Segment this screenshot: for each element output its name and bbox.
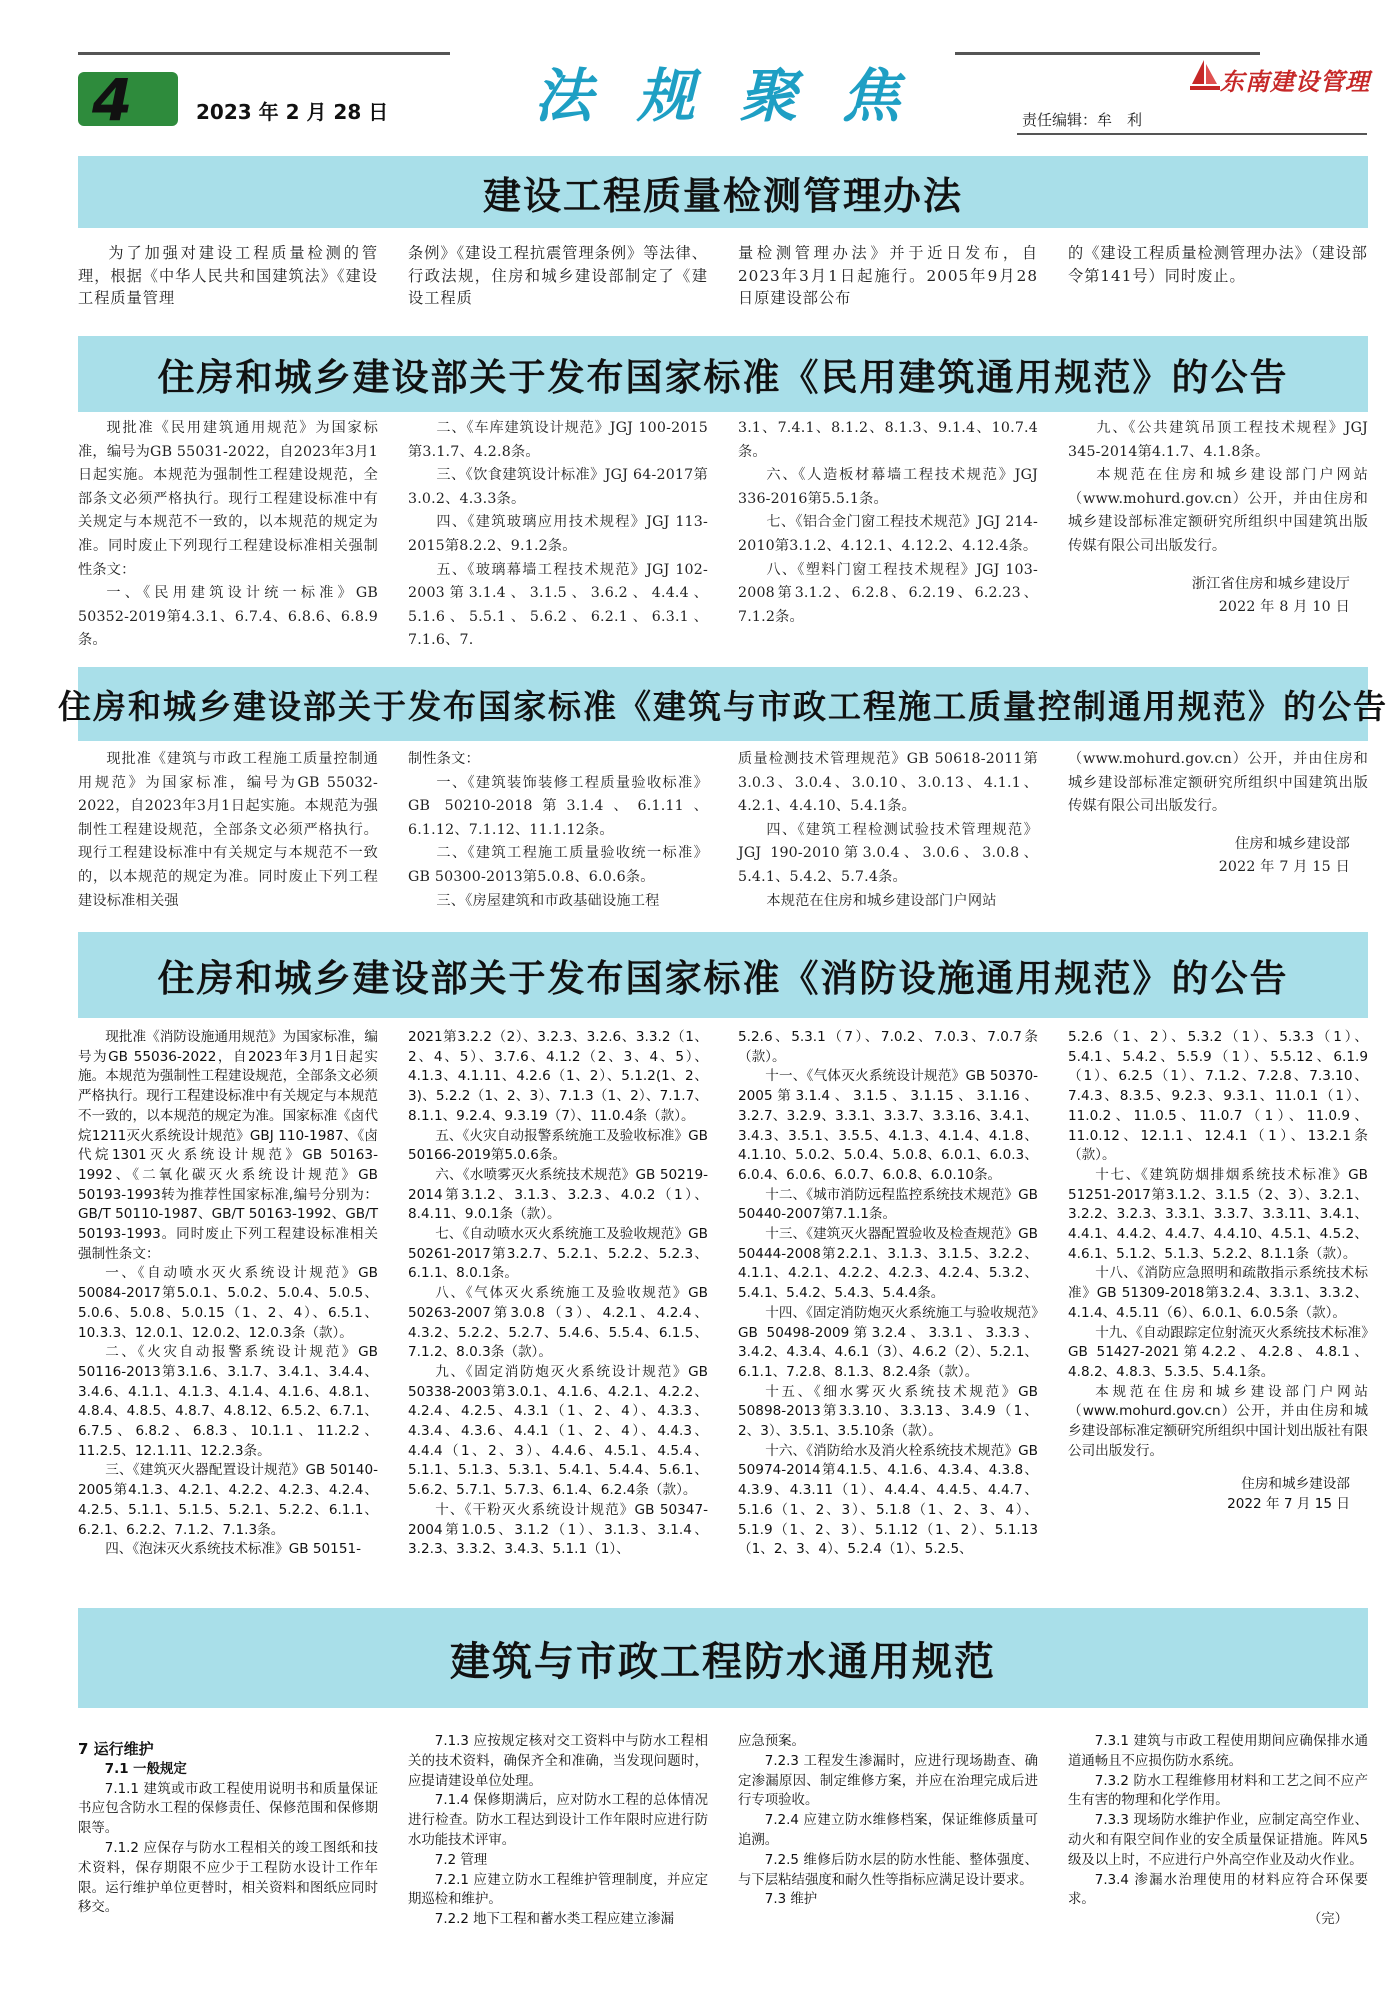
paragraph: 二、《车库建筑设计规范》JGJ 100-2015第3.1.7、4.2.8条。 [408, 420, 708, 460]
paragraph: 十二、《城市消防远程监控系统技术规范》GB 50440-2007第7.1.1条。 [738, 1186, 1038, 1223]
paragraph: 四、《建筑玻璃应用技术规程》JGJ 113-2015第8.2.2、9.1.2条。 [408, 514, 708, 554]
article-body [78, 242, 1368, 310]
article-column [1068, 1028, 1368, 1560]
page-header [0, 0, 1400, 145]
paragraph: 质量检测技术管理规范》GB 50618-2011第3.0.3、3.0.4、3.0.10、3.0.13、4.1.1、4.2.1、4.4.10、5.4.1条。 [738, 751, 1038, 815]
paragraph: 二、《火灾自动报警系统设计规范》GB 50116-2013第3.1.6、3.1.7、3.4.1、3.4.4、3.4.6、4.1.1、4.1.3、4.1.4、4.1.6、4.8.1、4.8.4、4.8.5、4.8.7、4.8.12、6.5.2、6.7.1、6.7.5、6.8.2、6.8.3、10.1.1、11.2.2、11.2.5、12.1.11、12.2.3条。 [78, 1344, 378, 1459]
section-heading: 7.2 管理 [434, 1852, 488, 1868]
paragraph: 5.2.6（1、2）、5.3.2（1）、5.3.3（1）、5.4.1、5.4.2、5.5.9（1）、5.5.12、6.1.9（1）、6.2.5（1）、7.1.2、7.2.8、7.3.10、7.4.3、8.3.5、9.2.3、9.3.1、11.0.1（1）、11.0.2、11.0.5、11.0.7（1）、11.0.9、11.0.12、12.1.1、12.4.1（1）、13.2.1条（款）。 [1068, 1029, 1368, 1164]
paragraph: 7.2.4 应建立防水维修档案，保证维修质量可追溯。 [738, 1813, 1038, 1848]
header-rule-bottom [1017, 133, 1367, 135]
article-column [408, 1732, 708, 1930]
logo-text: 东南建设管理 [1220, 67, 1370, 96]
article-column [1068, 1732, 1368, 1930]
paragraph: 八、《气体灭火系统施工及验收规范》GB 50263-2007第3.0.8（3）、4.2.1、4.2.4、4.3.2、5.2.2、5.2.7、5.4.6、5.5.4、6.1.5、7.1.2、8.0.3条（款）。 [408, 1285, 708, 1361]
article-column [408, 242, 708, 310]
signature-org: 住房和城乡建设部 [1241, 1476, 1350, 1493]
paragraph: 九、《公共建筑吊顶工程技术规程》JGJ 345-2014第4.1.7、4.1.8条。 [1068, 420, 1368, 460]
paragraph: 7.3.2 防水工程维修用材料和工艺之间不应产生有害的物理和化学作用。 [1068, 1773, 1368, 1809]
paragraph: 十六、《消防给水及消火栓系统技术规范》GB 50974-2014第4.1.5、4.1.6、4.3.4、4.3.8、4.3.9、4.3.11（1）、4.4.4、4.4.5、4.4.7、5.1.6（1、2、3）、5.1.8（1、2、3、4）、5.1.9（1、2、3）、5.1.12（1、2）、5.1.13（1、2、3、4）、5.2.4（1）、5.2.5、 [738, 1442, 1038, 1558]
paragraph: 条例》《建设工程抗震管理条例》等法律、行政法规，住房和城乡建设部制定了《建设工程质 [408, 244, 708, 308]
paragraph: 三、《房屋建筑和市政基础设施工程 [436, 892, 660, 909]
newspaper-logo [1190, 58, 1370, 98]
article-title: 建筑与市政工程防水通用规范 [450, 1637, 996, 1685]
paragraph: 一、《自动喷水灭火系统设计规范》GB 50084-2017第5.0.1、5.0.2、5.0.4、5.0.5、5.0.6、5.0.8、5.0.15（1、2、4）、6.5.1、10.3.3、12.0.1、12.0.2、12.0.3条（款）。 [78, 1265, 378, 1341]
paragraph: 十八、《消防应急照明和疏散指示系统技术标准》GB 51309-2018第3.2.4、3.3.1、3.3.2、4.1.4、4.5.11（6）、6.0.1、6.0.5条（款）。 [1068, 1265, 1368, 1321]
article-column [738, 417, 1038, 653]
sail-logo-icon [1190, 58, 1220, 92]
article-column [1068, 242, 1368, 310]
paragraph: 三、《饮食建筑设计标准》JGJ 64-2017第3.0.2、4.3.3条。 [408, 467, 708, 507]
paragraph: 7.2.2 地下工程和蓄水类工程应建立渗漏 [434, 1912, 674, 1928]
paragraph: 三、《建筑灭火器配置设计规范》GB 50140-2005第4.1.3、4.2.1、4.2.2、4.2.3、4.2.4、4.2.5、5.1.1、5.1.5、5.2.1、5.2.2、6.1.1、6.2.1、6.2.2、7.1.2、7.1.3条。 [78, 1462, 378, 1538]
article-title: 住房和城乡建设部关于发布国家标准《建筑与市政工程施工质量控制通用规范》的公告 [58, 686, 1388, 726]
signature-date: 2022 年 7 月 15 日 [1227, 1496, 1350, 1513]
article-column [78, 242, 378, 310]
paragraph: 本规范在住房和城乡建设部门户网站（www.mohurd.gov.cn）公开，并由住房和城乡建设部标准定额研究所组织中国建筑出版传媒有限公司出版发行。 [1068, 467, 1368, 554]
signature-date: 2022 年 7 月 15 日 [1218, 859, 1350, 876]
section-heading: 7.1 一般规定 [104, 1761, 187, 1777]
paragraph: 本规范在住房和城乡建设部门户网站（www.mohurd.gov.cn）公开，并由住房和城乡建设部标准定额研究所组织中国计划出版社有限公司出版发行。 [1068, 1383, 1368, 1459]
paragraph: 应急预案。 [738, 1734, 805, 1749]
paragraph: 十一、《气体灭火系统设计规范》GB 50370-2005第3.1.4、3.1.5、3.1.15、3.1.16、3.2.7、3.2.9、3.3.1、3.3.7、3.3.16、3.4.1、3.4.3、3.5.1、3.5.5、4.1.3、4.1.4、4.1.8、4.1.10、5.0.2、5.0.4、5.0.8、6.0.1、6.0.3、6.0.4、6.0.6、6.0.7、6.0.8、6.0.10条。 [738, 1068, 1038, 1183]
paragraph: 7.2.3 工程发生渗漏时，应进行现场勘查、确定渗漏原因、制定维修方案，并应在治理完成后进行专项验收。 [738, 1753, 1038, 1809]
paragraph: 五、《火灾自动报警系统施工及验收标准》GB 50166-2019第5.0.6条。 [408, 1127, 708, 1164]
paragraph: 7.3.4 渗漏水治理使用的材料应符合环保要求。 [1068, 1872, 1368, 1908]
paragraph: 四、《泡沫灭火系统技术标准》GB 50151- [105, 1541, 362, 1558]
paragraph: 十七、《建筑防烟排烟系统技术标准》GB 51251-2017第3.1.2、3.1.5（2、3）、3.2.1、3.2.2、3.2.3、3.3.1、3.3.7、3.3.11、3.4.1、4.4.1、4.4.2、4.4.7、4.4.10、4.5.1、4.5.2、4.6.1、5.1.2、5.1.3、5.2.2、8.1.1条（款）。 [1068, 1166, 1368, 1262]
paragraph: 二、《建筑工程施工质量验收统一标准》GB 50300-2013第5.0.8、6.0.6条。 [408, 845, 708, 885]
article-column [738, 748, 1038, 913]
paragraph: 现批准《民用建筑通用规范》为国家标准，编号为GB 55031-2022，自2023年3月1日起实施。本规范为强制性工程建设规范，全部条文必须严格执行。现行工程建设标准中有关规定与本规范不一致的，以本规范的规定为准。同时废止下列现行工程建设标准相关强制性条文： [78, 420, 378, 578]
responsible-editor: 责任编辑：牟 利 [1022, 111, 1143, 129]
paragraph: 7.2.5 维修后防水层的防水性能、整体强度、与下层粘结强度和耐久性等指标应满足设计要求。 [738, 1852, 1038, 1888]
paragraph: 7.1.2 应保存与防水工程相关的竣工图纸和技术资料，保存期限不应少于工程防水设计工作年限。运行维护单位更替时，相关资料和图纸应同时移交。 [78, 1840, 378, 1916]
paragraph: 7.3.1 建筑与市政工程使用期间应确保排水通道通畅且不应损伤防水系统。 [1068, 1734, 1368, 1769]
paragraph: 一、《民用建筑设计统一标准》GB 50352-2019第4.3.1、6.7.4、6.8.6、6.8.9条。 [78, 585, 378, 649]
paragraph: 7.2.1 应建立防水工程维护管理制度，并应定期巡检和维护。 [408, 1872, 708, 1908]
column-title-char: 规 [636, 62, 695, 130]
article-title: 住房和城乡建设部关于发布国家标准《民用建筑通用规范》的公告 [157, 355, 1289, 399]
issue-date: 2023 年 2 月 28 日 [196, 100, 389, 124]
paragraph: 一、《建筑装饰装修工程质量验收标准》GB 50210-2018第3.1.4、6.1.11、6.1.12、7.1.12、11.1.12条。 [408, 774, 708, 838]
article-column [78, 1028, 378, 1560]
header-rule-left [78, 52, 450, 55]
article-banner [78, 932, 1368, 1018]
article-column [738, 1028, 1038, 1560]
paragraph: 十、《干粉灭火系统设计规范》GB 50347-2004第1.0.5、3.1.2（1）、3.1.3、3.1.4、3.2.3、3.3.2、3.4.3、5.1.1（1）、 [408, 1501, 708, 1558]
article-column [78, 417, 378, 653]
paragraph: 3.1、7.4.1、8.1.2、8.1.3、9.1.4、10.7.4条。 [738, 420, 1038, 460]
article-banner [58, 667, 1388, 741]
paragraph: 十九、《自动跟踪定位射流灭火系统技术标准》GB 51427-2021第4.2.2、4.2.8、4.8.1、4.8.2、4.8.3、5.3.5、5.4.1条。 [1068, 1324, 1368, 1380]
paragraph: 四、《建筑工程检测试验技术管理规范》JGJ 190-2010第3.0.4、3.0.6、3.0.8、5.4.1、5.4.2、5.7.4条。 [738, 821, 1038, 885]
article-title: 建设工程质量检测管理办法 [482, 172, 963, 218]
column-title-char: 焦 [841, 62, 900, 130]
signature-date: 2022 年 8 月 10 日 [1218, 599, 1350, 616]
paragraph: 本规范在住房和城乡建设部门户网站 [766, 892, 997, 909]
paragraph: 7.1.4 保修期满后，应对防水工程的总体情况进行检查。防水工程达到设计工作年限时应进行防水功能技术评审。 [408, 1793, 708, 1848]
page-number-badge [78, 66, 178, 134]
article-column [408, 1028, 708, 1560]
signature-org: 浙江省住房和城乡建设厅 [1191, 575, 1350, 592]
paragraph: 7.1.1 建筑或市政工程使用说明书和质量保证书应包含防水工程的保修责任、保修范围和保修期限等。 [78, 1781, 378, 1837]
paragraph: 八、《塑料门窗工程技术规程》JGJ 103-2008第3.1.2、6.2.8、6.2.19、6.2.23、7.1.2条。 [738, 561, 1038, 625]
article-body [78, 1028, 1368, 1560]
paragraph: 六、《水喷雾灭火系统技术规范》GB 50219-2014第3.1.2、3.1.3、3.2.3、4.0.2（1）、8.4.11、9.0.1条（款）。 [408, 1166, 708, 1223]
column-title-char: 聚 [739, 62, 798, 130]
paragraph: 五、《玻璃幕墙工程技术规范》JGJ 102-2003第3.1.4、3.1.5、3.6.2、4.4.4、5.1.6、5.5.1、5.6.2、6.2.1、6.3.1、7.1.6、7. [408, 561, 708, 649]
paragraph: 制性条文： [408, 751, 480, 767]
header-rule-right [955, 52, 1260, 55]
article-column [1068, 417, 1368, 653]
article-banner [78, 1608, 1368, 1708]
paragraph: 的《建设工程质量检测管理办法》（建设部令第141号）同时废止。 [1068, 244, 1368, 285]
paragraph: （www.mohurd.gov.cn）公开，并由住房和城乡建设部标准定额研究所组织中国建筑出版传媒有限公司出版发行。 [1068, 751, 1368, 815]
article-column [78, 748, 378, 913]
column-title-char: 法 [534, 62, 593, 130]
article-column [408, 417, 708, 653]
page-number: 4 [92, 66, 133, 134]
article-body [78, 748, 1368, 913]
article-body [78, 1732, 1368, 1930]
article-title: 住房和城乡建设部关于发布国家标准《消防设施通用规范》的公告 [157, 956, 1289, 1000]
paragraph: 九、《固定消防炮灭火系统设计规范》GB 50338-2003第3.0.1、4.1.6、4.2.1、4.2.2、4.2.4、4.2.5、4.3.1（1、2、4）、4.3.3、4.3.4、4.3.6、4.4.1（1、2、4）、4.4.3、4.4.4（1、2、3）、4.4.6、4.5.1、4.5.4、5.1.1、5.1.3、5.3.1、5.4.1、5.4.4、5.6.1、5.6.2、5.7.1、5.7.3、6.1.4、6.2.4条（款）。 [408, 1363, 708, 1499]
article-column [78, 1732, 378, 1930]
column-title [512, 50, 922, 132]
paragraph: 七、《自动喷水灭火系统施工及验收规范》GB 50261-2017第3.2.7、5.2.1、5.2.2、5.2.3、6.1.1、8.0.1条。 [408, 1226, 708, 1282]
paragraph: 5.2.6、5.3.1（7）、7.0.2、7.0.3、7.0.7条（款）。 [738, 1029, 1038, 1065]
signature-org: 住房和城乡建设部 [1234, 835, 1350, 852]
paragraph: 六、《人造板材幕墙工程技术规范》JGJ 336-2016第5.5.1条。 [738, 467, 1038, 507]
article-column [738, 242, 1038, 310]
section-heading: 7.3 维护 [764, 1892, 818, 1908]
paragraph: 现批准《消防设施通用规范》为国家标准，编号为GB 55036-2022，自2023年3月1日起实施。本规范为强制性工程建设规范，全部条文必须严格执行。现行工程建设标准中有关规定与本规范不一致的，以本规范的规定为准。国家标准《卤代烷1211灭火系统设计规范》GBJ 110-1987、《卤代烷1301灭火系统设计规范》GB 50163-1992、《二氧化碳灭火系统设计规范》GB 50193-1993转为推荐性国家标准,编号分别为：GB/T 50110-1987、GB/T 50163-1992、GB/T 50193-1993。同时废止下列工程建设标准相关强制性条文： [78, 1029, 378, 1262]
paragraph: 现批准《建筑与市政工程施工质量控制通用规范》为国家标准，编号为GB 55032-2022，自2023年3月1日起实施。本规范为强制性工程建设规范，全部条文必须严格执行。现行工程建设标准中有关规定与本规范不一致的，以本规范的规定为准。同时废止下列工程建设标准相关强 [78, 751, 378, 909]
article-banner [78, 156, 1368, 228]
paragraph: 量检测管理办法》并于近日发布，自2023年3月1日起施行。2005年9月28日原建设部公布 [738, 244, 1038, 308]
paragraph: 2021第3.2.2（2）、3.2.3、3.2.6、3.3.2（1、2、4、5）、3.7.6、4.1.2（2、3、4、5）、4.1.3、4.1.11、4.2.6（1、2）、5.1.2(1、2、3)、5.2.2（1、2、3）、7.1.3（1、2）、7.1.7、8.1.1、9.2.4、9.3.19（7）、11.0.4条（款）。 [408, 1029, 708, 1124]
chapter-heading: 7 运行维护 [78, 1740, 154, 1758]
paragraph: 为了加强对建设工程质量检测的管理，根据《中华人民共和国建筑法》《建设工程质量管理 [78, 244, 378, 308]
article-column [408, 748, 708, 913]
article-column [738, 1732, 1038, 1930]
article-banner [78, 336, 1368, 412]
paragraph: 7.3.3 现场防水维护作业，应制定高空作业、动火和有限空间作业的安全质量保证措施。阵风5级及以上时，不应进行户外高空作业及动火作业。 [1068, 1813, 1368, 1868]
paragraph: 十三、《建筑灭火器配置验收及检查规范》GB 50444-2008第2.2.1、3.1.3、3.1.5、3.2.2、4.1.1、4.2.1、4.2.2、4.2.3、4.2.4、5.3.2、5.4.1、5.4.2、5.4.3、5.4.4条。 [738, 1226, 1038, 1302]
end-mark: （完） [1307, 1912, 1348, 1928]
article-column [1068, 748, 1368, 913]
paragraph: 7.1.3 应按规定核对交工资料中与防水工程相关的技术资料，确保齐全和准确，当发现问题时，应提请建设单位处理。 [408, 1734, 708, 1789]
paragraph: 七、《铝合金门窗工程技术规范》JGJ 214-2010第3.1.2、4.12.1、4.12.2、4.12.4条。 [738, 514, 1038, 554]
article-body [78, 417, 1368, 653]
paragraph: 十四、《固定消防炮灭火系统施工与验收规范》GB 50498-2009第3.2.4、3.3.1、3.3.3、3.4.2、4.3.4、4.6.1（3）、4.6.2（2）、5.2.1、6.1.1、7.2.8、8.1.3、8.2.4条（款）。 [738, 1304, 1038, 1380]
paragraph: 十五、《细水雾灭火系统技术规范》GB 50898-2013第3.3.10、3.3.13、3.4.9（1、2、3）、3.5.1、3.5.10条（款）。 [738, 1383, 1038, 1440]
